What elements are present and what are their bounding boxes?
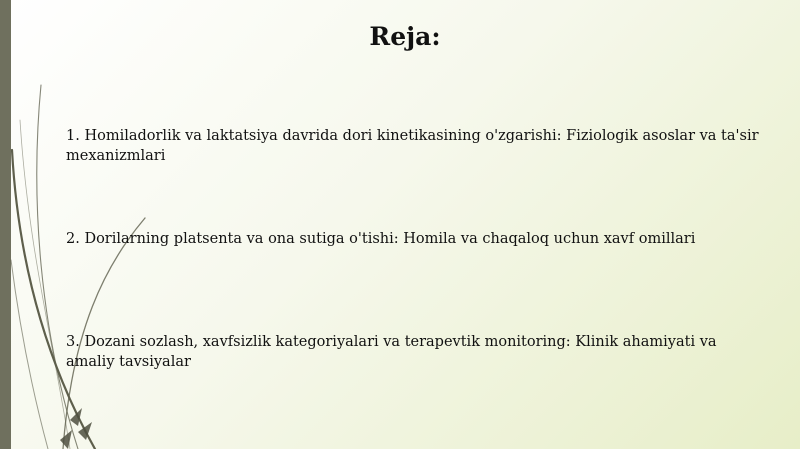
fern-stem-faint <box>20 120 70 449</box>
fern-stem-main <box>12 150 95 449</box>
fern-leaf <box>60 430 72 449</box>
agenda-item-1: 1. Homiladorlik va laktatsiya davrida dori kinetikasining o'zgarishi: Fiziologik asoslar va ta'sir mexanizmlari <box>66 128 759 164</box>
agenda-item-3: 3. Dozani sozlash, xavfsizlik kategoriyalari va terapevtik monitoring: Klinik ahamiyati va amaliy tavsiyalar <box>66 334 717 370</box>
fern-stem-left <box>11 260 48 449</box>
fern-leaf <box>78 422 92 440</box>
slide-title: Reja: <box>369 22 441 51</box>
agenda-item-2: 2. Dorilarning platsenta va ona sutiga o'tishi: Homila va chaqaloq uchun xavf omillari <box>66 231 696 247</box>
